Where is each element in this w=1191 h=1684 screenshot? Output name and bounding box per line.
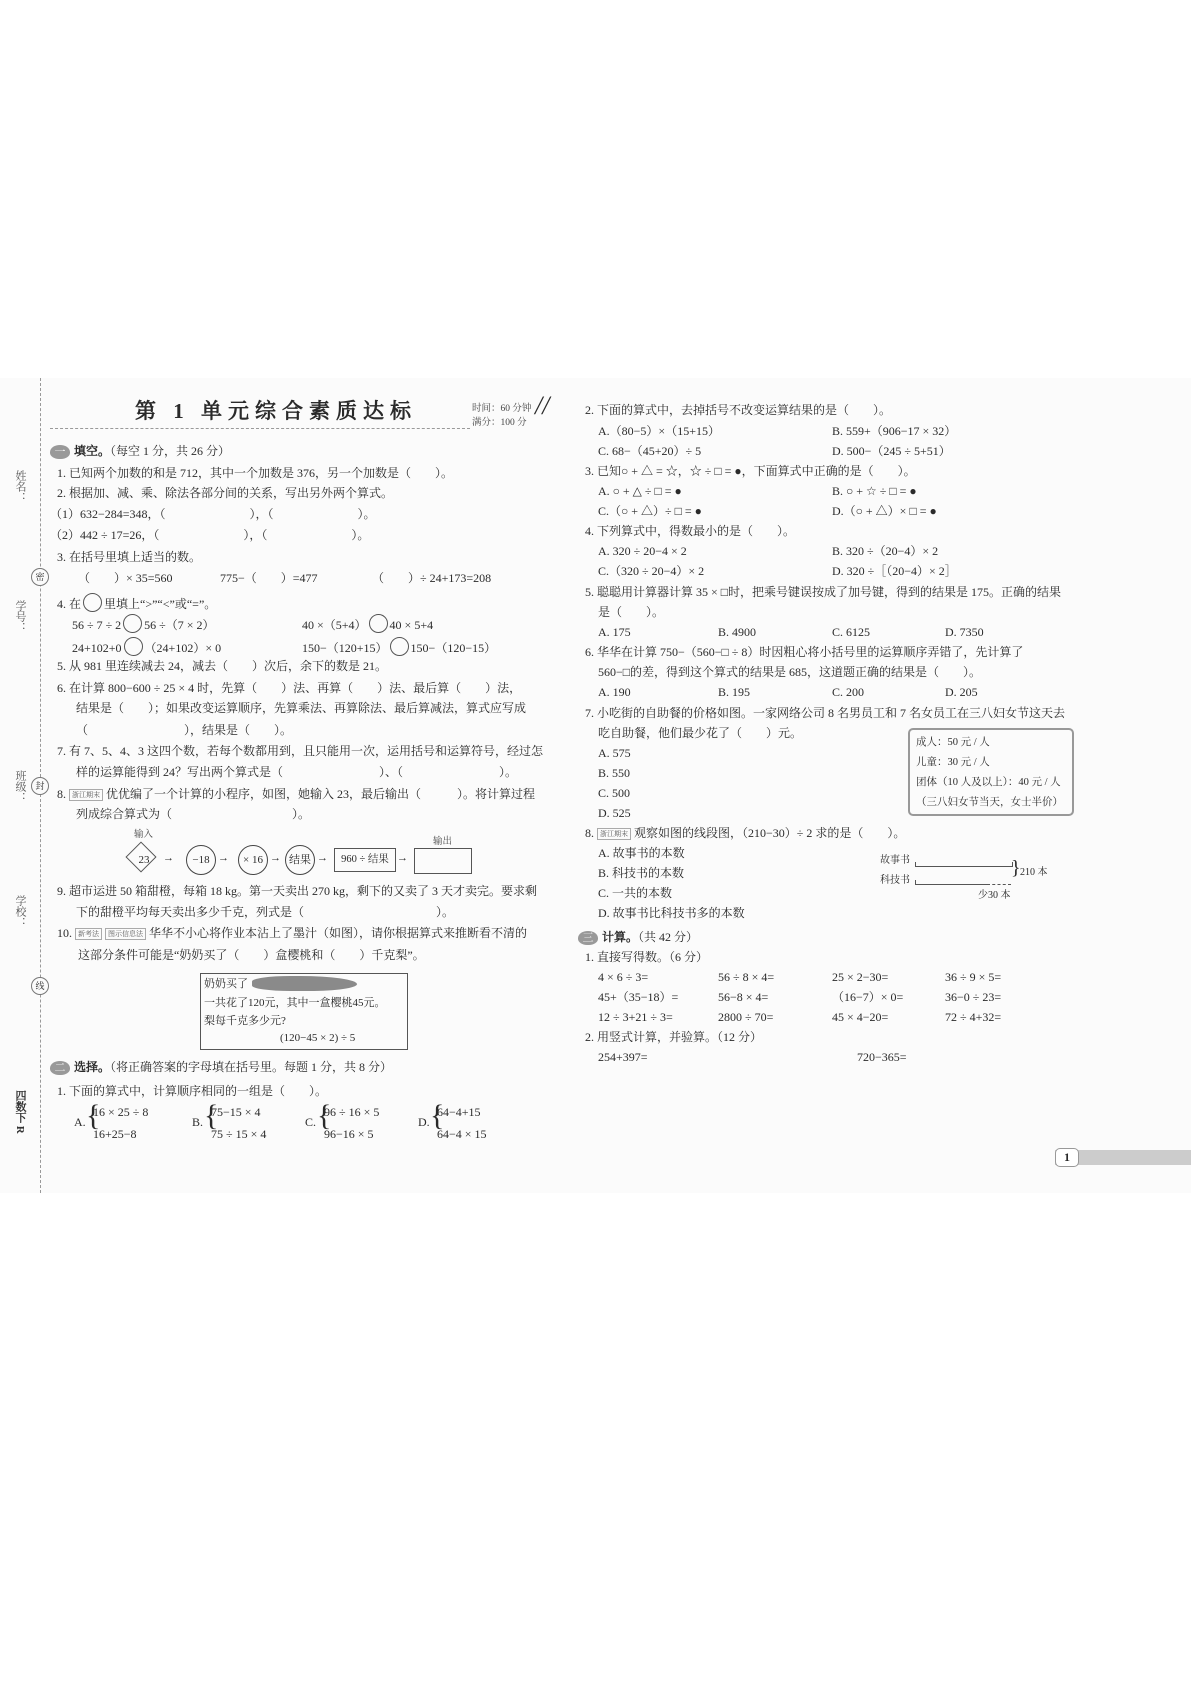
calc-item: 254+397= xyxy=(598,1050,648,1064)
answer-circle[interactable] xyxy=(123,614,142,633)
option: A. 175 xyxy=(598,625,631,639)
q1-9: 9. 超市运进 50 箱甜橙，每箱 18 kg。第一天卖出 270 kg，剩下的又卖了 3 天才卖完。要求剩 xyxy=(57,884,538,898)
segment-label: 故事书 xyxy=(880,855,910,866)
q1-6: 6. 在计算 800−600 ÷ 25 × 4 时，先算（ ）法、再算（ ）法、最后算（ ）法， xyxy=(57,681,522,695)
difference-segment xyxy=(987,884,1011,885)
calc-item: 25 × 2−30= xyxy=(832,970,889,984)
option: D. 320 ÷［（20−4）× 2］ xyxy=(832,564,957,578)
q1-6: 结果是（ ）；如果改变运算顺序，先算乘法、再算除法、最后算减法，算式应写成 xyxy=(76,701,527,715)
price-line: （三八妇女节当天，女士半价） xyxy=(916,797,1063,808)
ink-blot xyxy=(252,976,357,991)
difference-label: 少30 本 xyxy=(978,890,1011,901)
option: B. 320 ÷（20−4）× 2 xyxy=(832,544,939,558)
option: A. 575 xyxy=(598,746,631,760)
q1-4-item: 40 ×（5+4） 40 × 5+4 xyxy=(302,614,433,633)
option: C. 500 xyxy=(598,786,631,800)
q2-1: 1. 下面的算式中，计算顺序相同的一组是（ ）。 xyxy=(57,1084,328,1098)
option-expr: 96−16 × 5 xyxy=(324,1127,374,1141)
q1-2-1: （1）632−284=348，（ ），（ ）。 xyxy=(50,507,376,521)
option: D. 故事书比科技书多的本数 xyxy=(598,906,745,920)
flow-output-label: 输出 xyxy=(433,837,453,847)
science-book-segment xyxy=(915,880,988,885)
ink-box-formula: (120−45 × 2) ÷ 5 xyxy=(280,1032,356,1044)
option: A. 320 ÷ 20−4 × 2 xyxy=(598,544,687,558)
ink-box-line: 一共花了120元，其中一盒樱桃45元。 xyxy=(204,997,386,1009)
q1-4-item: 24+102+0 （24+102）× 0 xyxy=(72,637,221,656)
seal-feng: 封 xyxy=(31,777,49,795)
q1-10: 这部分条件可能是“奶奶买了（ ）盒樱桃和（ ）千克梨”。 xyxy=(78,948,425,962)
option: C.（320 ÷ 20−4）× 2 xyxy=(598,564,705,578)
ink-box-line: 梨每千克多少元? xyxy=(204,1015,286,1027)
seal-mi: 密 xyxy=(31,568,49,586)
q1-4-item: 150−（120+15） 150−（120−15） xyxy=(302,637,496,656)
q1-4: 4. 在 里填上“>”“<”或“=”。 xyxy=(57,593,216,612)
calc-item: 45 × 4−20= xyxy=(832,1010,889,1024)
q2-5: 是（ ）。 xyxy=(598,605,665,619)
option-label: A. xyxy=(74,1115,86,1129)
page-title: 第 1 单元综合素质达标 xyxy=(135,399,417,423)
arrow-icon: → xyxy=(317,852,328,864)
option-expr: 16+25−8 xyxy=(93,1127,137,1141)
flow-input-value: 23 xyxy=(138,854,150,866)
section-2-heading: 二 选择。（将正确答案的字母填在括号里。每题 1 分，共 8 分） xyxy=(50,1059,392,1075)
option: B. 科技书的本数 xyxy=(598,866,685,880)
option-expr: 75−15 × 4 xyxy=(211,1105,261,1119)
flow-step: −18 xyxy=(186,845,216,875)
q2-4: 4. 下列算式中，得数最小的是（ ）。 xyxy=(585,524,796,538)
q1-7: 样的运算能得到 24？写出两个算式是（ ）、（ ）。 xyxy=(76,765,518,779)
option: C. 6125 xyxy=(832,625,871,639)
calc-item: 4 × 6 ÷ 3= xyxy=(598,970,649,984)
option: C. 68−（45+20）÷ 5 xyxy=(598,444,702,458)
option: A. ○ + △ ÷ □ = ● xyxy=(598,484,682,498)
q1-6: （ ），结果是（ ）。 xyxy=(76,723,293,737)
option: C.（○ + △）÷ □ = ● xyxy=(598,504,702,518)
school-field-label: 学校： xyxy=(14,895,26,928)
book-logo: 四数下 R xyxy=(14,1090,26,1134)
q1-5: 5. 从 981 里连续减去 24，减去（ ）次后，余下的数是 21。 xyxy=(57,659,388,673)
q1-1: 1. 已知两个加数的和是 712，其中一个加数是 376，另一个加数是（ ）。 xyxy=(57,466,454,480)
q1-3-item: 775−（ ）=477 xyxy=(220,571,318,585)
time-limit: 时间：60 分钟 xyxy=(472,404,532,414)
arrow-icon: → xyxy=(270,852,281,864)
q1-2: 2. 根据加、减、乘、除法各部分间的关系，写出另外两个算式。 xyxy=(57,486,394,500)
flow-compute-box: 960 ÷ 结果 xyxy=(334,848,396,872)
brace-icon: { xyxy=(86,1099,101,1132)
blank-circle-icon xyxy=(83,593,102,612)
flow-step: 结果 xyxy=(285,845,315,875)
name-field-label: 姓名： xyxy=(14,470,26,503)
option-expr: 64−4+15 xyxy=(437,1105,481,1119)
option: A.（80−5）×（15+15） xyxy=(598,424,720,438)
segment-label: 科技书 xyxy=(880,875,910,886)
option-expr: 64−4 × 15 xyxy=(437,1127,487,1141)
option: A. 故事书的本数 xyxy=(598,846,685,860)
class-field-label: 班级： xyxy=(14,770,26,803)
q2-6: 6. 华华在计算 750−（560−□ ÷ 8）时因粗心将小括号里的运算顺序弄错了，先计算了 xyxy=(585,645,1024,659)
option: B. ○ + ☆ ÷ □ = ● xyxy=(832,484,917,498)
full-score: 满分：100 分 xyxy=(472,418,527,428)
calc-item: 2800 ÷ 70= xyxy=(718,1010,774,1024)
total-label: 210 本 xyxy=(1020,867,1048,878)
calc-item: 12 ÷ 3+21 ÷ 3= xyxy=(598,1010,673,1024)
option-label: C. xyxy=(305,1115,317,1129)
arrow-icon: → xyxy=(218,852,229,864)
price-line: 团体（10 人及以上）：40 元 / 人 xyxy=(916,777,1061,788)
calc-item: 36 ÷ 9 × 5= xyxy=(945,970,1002,984)
q1-4-item: 56 ÷ 7 ÷ 2 56 ÷（7 × 2） xyxy=(72,614,215,633)
arrow-icon: → xyxy=(397,852,408,864)
page-number: 1 xyxy=(1055,1148,1079,1167)
student-id-field-label: 学号： xyxy=(14,600,26,633)
q1-3: 3. 在括号里填上适当的数。 xyxy=(57,550,202,564)
q2-7: 7. 小吃街的自助餐的价格如图。一家网络公司 8 名男员工和 7 名女员工在三八妇女节这天去 xyxy=(585,706,1066,720)
calc-item: 720−365= xyxy=(857,1050,907,1064)
calc-item: 45+（35−18）= xyxy=(598,990,679,1004)
option: D. 205 xyxy=(945,685,978,699)
calc-item: 36−0 ÷ 23= xyxy=(945,990,1002,1004)
q1-3-item: （ ）× 35=560 xyxy=(78,571,173,585)
section-1-heading: 一 填空。（每空 1 分，共 26 分） xyxy=(50,443,230,459)
option: D. 7350 xyxy=(945,625,984,639)
option: C. 200 xyxy=(832,685,865,699)
q1-8: 列成综合算式为（ ）。 xyxy=(76,807,311,821)
q1-8: 8. 浙江期末 优优编了一个计算的小程序，如图，她输入 23，最后输出（ ）。将计算过程 xyxy=(57,787,536,801)
calc-item: （16−7）× 0= xyxy=(832,990,904,1004)
q2-7: 吃自助餐，他们最少花了（ ）元。 xyxy=(598,726,803,740)
option: A. 190 xyxy=(598,685,631,699)
arrow-icon: → xyxy=(163,852,174,864)
title-divider xyxy=(50,428,470,429)
q2-8: 8. 浙江期末 观察如图的线段图，（210−30）÷ 2 求的是（ ）。 xyxy=(585,826,906,840)
ink-box-line: 奶奶买了 xyxy=(204,978,248,990)
story-book-segment xyxy=(915,862,1013,867)
brace-icon: { xyxy=(204,1099,219,1132)
answer-circle[interactable] xyxy=(390,637,409,656)
option-expr: 16 × 25 ÷ 8 xyxy=(93,1105,149,1119)
answer-circle[interactable] xyxy=(124,637,143,656)
option-expr: 75 ÷ 15 × 4 xyxy=(211,1127,267,1141)
option: B. 559+（906−17 × 32） xyxy=(832,424,957,438)
price-line: 儿童：30 元 / 人 xyxy=(916,757,990,768)
brace-icon: } xyxy=(1011,857,1021,879)
q1-3-item: （ ）÷ 24+173=208 xyxy=(372,571,492,585)
option: D. 525 xyxy=(598,806,631,820)
flow-output-box[interactable] xyxy=(414,848,472,874)
q2-6: 560−□的差，得到这个算式的结果是 685，这道题正确的结果是（ ）。 xyxy=(598,665,982,679)
calc-item: 72 ÷ 4+32= xyxy=(945,1010,1002,1024)
option-label: B. xyxy=(192,1115,204,1129)
option: D.（○ + △）× □ = ● xyxy=(832,504,937,518)
brace-icon: { xyxy=(317,1099,332,1132)
calc-item: 56−8 × 4= xyxy=(718,990,769,1004)
option: C. 一共的本数 xyxy=(598,886,673,900)
option: D. 500−（245 ÷ 5+51） xyxy=(832,444,951,458)
seal-xian: 线 xyxy=(31,977,49,995)
q1-7: 7. 有 7、5、4、3 这四个数，若每个数都用到，且只能用一次，运用括号和运算符号，经过怎 xyxy=(57,744,544,758)
q1-10: 10. 新考法 图示信息法 华华不小心将作业本沾上了墨汁（如图），请你根据算式来推断看不清的 xyxy=(57,926,528,940)
calc-item: 56 ÷ 8 × 4= xyxy=(718,970,775,984)
q2-5: 5. 聪聪用计算器计算 35 × □时，把乘号键误按成了加号键，得到的结果是 175。正确的结果 xyxy=(585,585,1062,599)
q1-9: 下的甜橙平均每天卖出多少千克，列式是（ ）。 xyxy=(76,905,455,919)
answer-circle[interactable] xyxy=(369,614,388,633)
title-slash-decoration: // xyxy=(535,391,550,420)
brace-icon: { xyxy=(430,1099,445,1132)
q1-2-2: （2）442 ÷ 17=26，（ ），（ ）。 xyxy=(50,528,370,542)
option: B. 4900 xyxy=(718,625,757,639)
flow-input-label: 输入 xyxy=(134,830,154,840)
price-line: 成人：50 元 / 人 xyxy=(916,737,990,748)
option-label: D. xyxy=(418,1115,430,1129)
q2-2: 2. 下面的算式中，去掉括号不改变运算结果的是（ ）。 xyxy=(585,403,892,417)
q2-3: 3. 已知○ + △ = ☆，☆ ÷ □ = ●，下面算式中正确的是（ ）。 xyxy=(585,464,916,478)
option-expr: 96 ÷ 16 × 5 xyxy=(324,1105,380,1119)
flow-step: × 16 xyxy=(238,845,268,875)
option: B. 195 xyxy=(718,685,751,699)
q3-1: 1. 直接写得数。（6 分） xyxy=(585,950,709,964)
q3-2: 2. 用竖式计算，并验算。（12 分） xyxy=(585,1030,763,1044)
option: B. 550 xyxy=(598,766,631,780)
section-3-heading: 三 计算。（共 42 分） xyxy=(578,929,698,945)
